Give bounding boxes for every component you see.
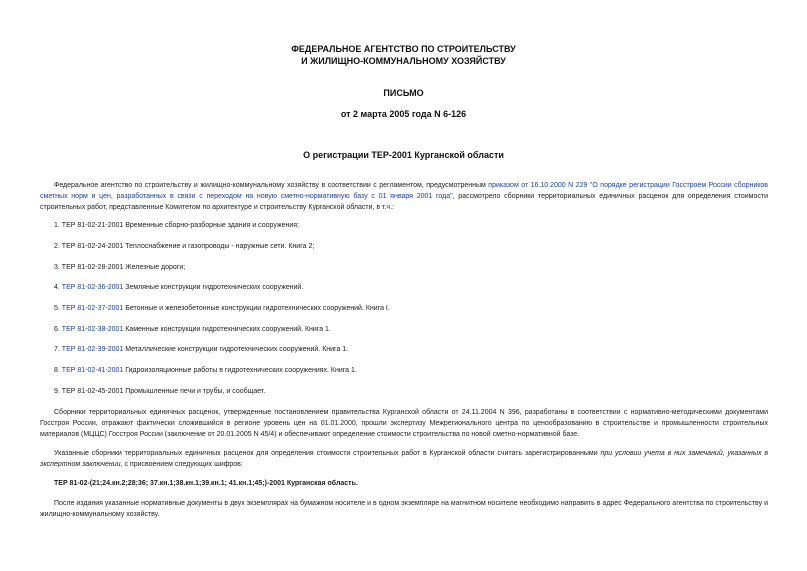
item-code: ТЕР 81-02-24-2001 (61, 243, 124, 250)
list-item: 5. ТЕР 81-02-37-2001 Бетонные и железобетонные конструкции гидротехнических сооружений. Книга I. (54, 305, 390, 312)
paragraph-regulation: Сборники территориальных единичных расценок, утвержденные постановлением правительства Курганской области от 24.11.2004 N 396, разработаны в соответствии с нормативно-методическими документами Госстроя России, отражают фактически сложившийся в регионе уровень цен на 01.01.2000, прошли экспертизу Межрегионального центра по ценообразованию в строительстве и промышленности строительных материалов (МЦЦС) Госстроя России (заключение от 20.01.2005 N 45/4) и обеспечивают определение стоимости строительства по новой сметно-нормативной базе. (40, 409, 768, 438)
item-code-link[interactable]: ТЕР 81-02-39-2001 (61, 346, 124, 353)
list-item: 1. ТЕР 81-02-21-2001 Временные сборно-разборные здания и сооружения; (54, 222, 299, 229)
list-item: 8. ТЕР 81-02-41-2001 Гидроизоляционные работы в гидротехнических сооружениях. Книга 1. (54, 367, 357, 374)
paragraph-submission: После издания указанные нормативные документы в двух экземплярах на бумажном носителе и в одном экземпляре на магнитном носителе необходимо направить в адрес Федерального агентства по строительству и жилищно-коммунальному хозяйству. (40, 500, 768, 518)
item-code: ТЕР 81-02-28-2001 (61, 264, 124, 271)
item-code-link[interactable]: ТЕР 81-02-38-2001 (61, 326, 124, 333)
item-code-link[interactable]: ТЕР 81-02-41-2001 (61, 367, 124, 374)
item-code-link[interactable]: ТЕР 81-02-37-2001 (61, 305, 124, 312)
item-code-link[interactable]: ТЕР 81-02-36-2001 (61, 284, 124, 291)
item-code: ТЕР 81-02-45-2001 (61, 388, 124, 395)
list-item: 6. ТЕР 81-02-38-2001 Каменные конструкции гидротехнических сооружений. Книга 1. (54, 326, 331, 333)
intro-text-before: Федеральное агентство по строительству и жилищно-коммунальному хозяйству в соответствии с регламентом, предусмотренным (54, 182, 489, 189)
intro-paragraph (40, 180, 768, 213)
agency-name-line1: ФЕДЕРАЛЬНОЕ АГЕНТСТВО ПО СТРОИТЕЛЬСТВУ (291, 44, 516, 54)
list-item: 9. ТЕР 81-02-45-2001 Промышленные печи и трубы, и сообщает. (54, 388, 266, 395)
document-subject: О регистрации ТЕР-2001 Курганской области (303, 150, 504, 160)
document-type: ПИСЬМО (383, 88, 424, 98)
cipher-line: ТЕР 81-02-(21;24.кн.2;28;36; 37.кн.1;38.кн.1;39.кн.1; 41.кн.1;45;)-2001 Курганская область. (54, 480, 358, 487)
paragraph-registration: Указанные сборники территориальных единичных расценок для определения стоимости строительных работ в Курганской области считать зарегистрированными при условии учета в них замечаний, указанных в экспертном заключении, с присвоением следующих шифров: (40, 450, 768, 468)
list-item: 7. ТЕР 81-02-39-2001 Металлические конструкции гидротехнических сооружений. Книга 1. (54, 346, 349, 353)
agency-name-line2: И ЖИЛИЩНО-КОММУНАЛЬНОМУ ХОЗЯЙСТВУ (301, 56, 506, 66)
document-date-number: от 2 марта 2005 года N 6-126 (340, 109, 467, 119)
intro-text-after: , рассмотрело сборники территориальных единичных расценок для определения стоимости строительных работ, представленные Комитетом по архитектуре и строительству Курганской области, в т.ч.: (40, 193, 768, 211)
order-229-link[interactable]: приказом от 16.10.2000 N 229 "О порядке регистрации Госстроем России сборников сметных норм и цен, разработанных в связи с переходом на новую сметно-нормативную базу с 01 января 2001 года" (40, 182, 769, 200)
list-item: 3. ТЕР 81-02-28-2001 Железные дороги; (54, 264, 186, 271)
item-code: ТЕР 81-02-21-2001 (61, 222, 124, 229)
list-item: 4. ТЕР 81-02-36-2001 Земляные конструкции гидротехнических сооружений. (54, 284, 304, 291)
list-item: 2. ТЕР 81-02-24-2001 Теплоснабжение и газопроводы - наружные сети. Книга 2; (54, 243, 315, 250)
